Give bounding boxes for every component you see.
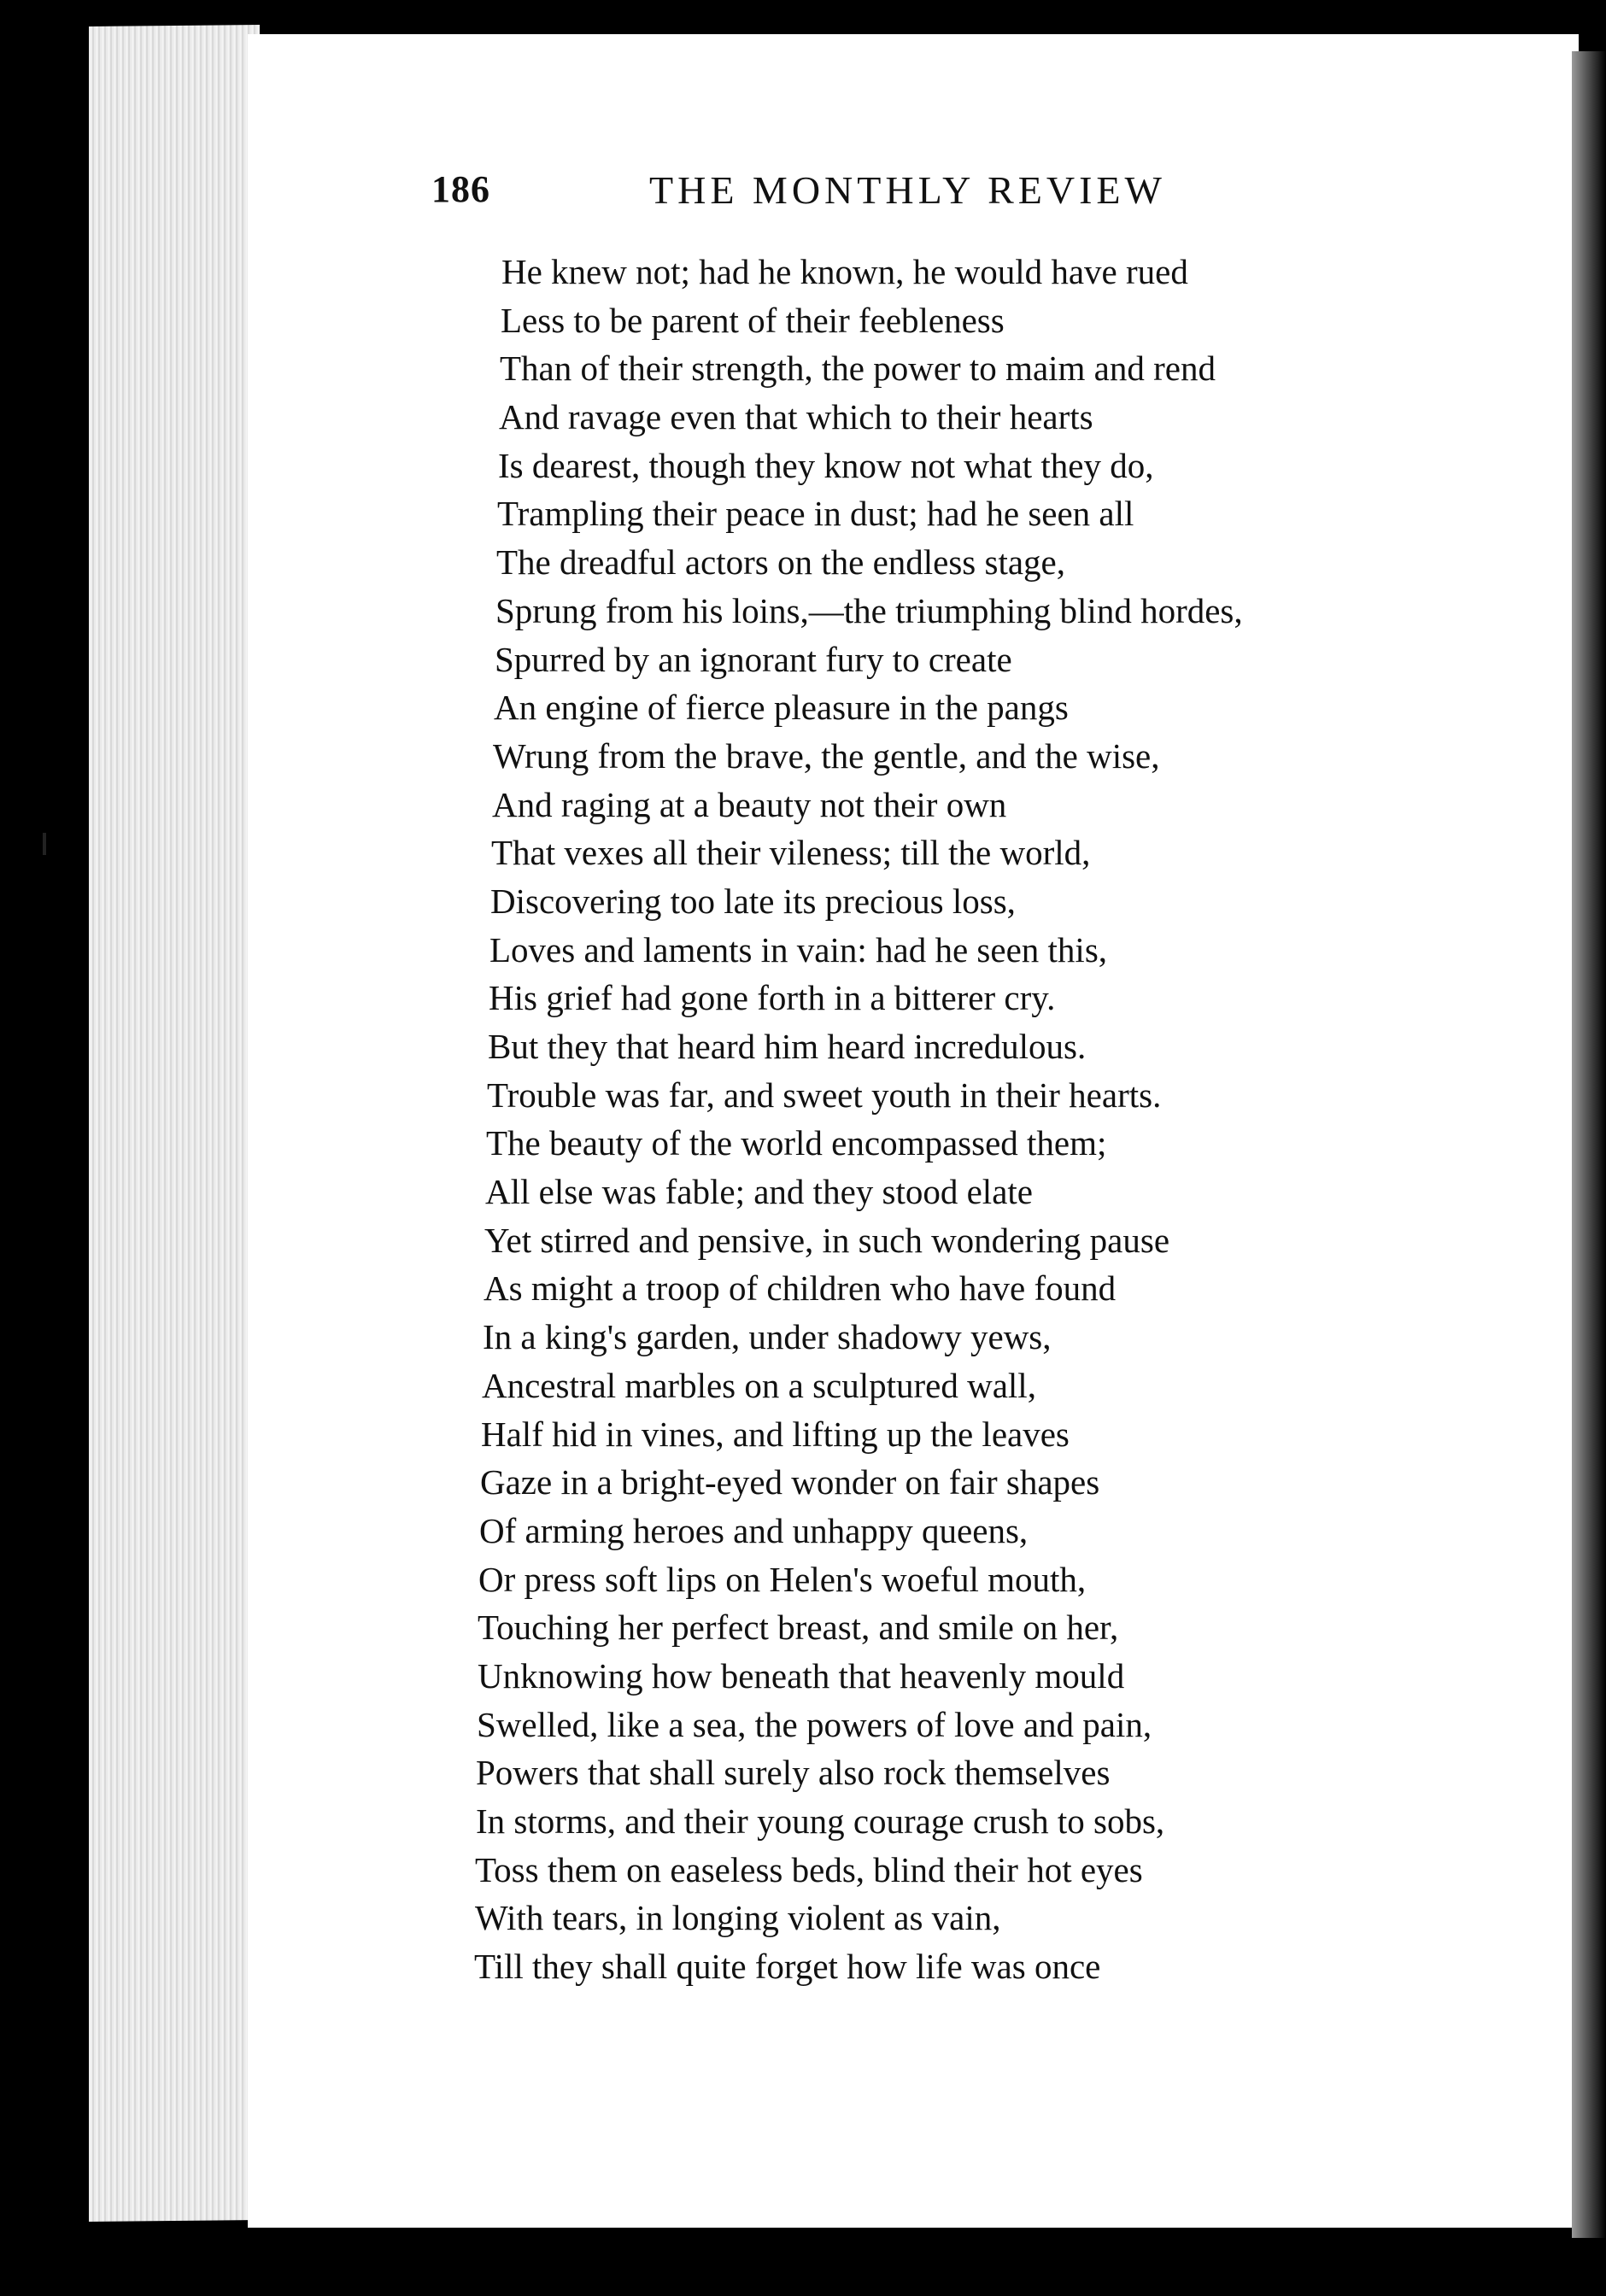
poem-line: And raging at a beauty not their own (492, 784, 1007, 824)
poem-line: Ancestral marbles on a sculptured wall, (482, 1365, 1036, 1405)
edge-mark (43, 833, 46, 855)
book-page-edges (89, 25, 260, 2222)
running-head: THE MONTHLY REVIEW (649, 168, 1166, 212)
poem-line: In storms, and their young courage crush to sobs, (476, 1801, 1165, 1841)
poem-line: Less to be parent of their feebleness (501, 300, 1005, 340)
page-number: 186 (431, 168, 490, 210)
poem-line: But they that heard him heard incredulous. (488, 1027, 1087, 1066)
poem-line: Spurred by an ignorant fury to create (495, 639, 1012, 679)
poem-line: That vexes all their vileness; till the world, (491, 833, 1091, 873)
poem-line: Trampling their peace in dust; had he seen all (497, 494, 1134, 534)
poem-line: Powers that shall surely also rock themselves (476, 1753, 1111, 1793)
poem-line: An engine of fierce pleasure in the pangs (494, 688, 1069, 728)
poem-line: As might a troop of children who have found (484, 1268, 1117, 1309)
poem-line: Than of their strength, the power to maim and rend (500, 348, 1216, 389)
poem-line: Trouble was far, and sweet youth in their hearts. (487, 1075, 1162, 1115)
gutter-shadow (1572, 51, 1606, 2238)
poem-text (474, 248, 1414, 1991)
page-header (431, 167, 1286, 227)
poem-line: All else was fable; and they stood elate (485, 1172, 1033, 1212)
poem-line: Touching her perfect breast, and smile on her, (478, 1608, 1119, 1648)
poem-line: Wrung from the brave, the gentle, and the wise, (493, 735, 1160, 776)
poem-line: Yet stirred and pensive, in such wondering pause (484, 1220, 1170, 1260)
poem-line: Loves and laments in vain: had he seen this, (489, 929, 1108, 969)
poem-line: Discovering too late its precious loss, (490, 881, 1016, 921)
poem-line: Of arming heroes and unhappy queens, (479, 1510, 1029, 1550)
poem-line: Swelled, like a sea, the powers of love and pain, (477, 1704, 1152, 1744)
poem-line: Gaze in a bright-eyed wonder on fair shapes (480, 1462, 1100, 1502)
poem-line: He knew not; had he known, he would have rued (501, 252, 1188, 291)
poem-line: Or press soft lips on Helen's woeful mouth, (478, 1559, 1087, 1599)
poem-line: In a king's garden, under shadowy yews, (483, 1317, 1052, 1357)
poem-line: The dreadful actors on the endless stage, (496, 542, 1066, 583)
poem-line: Sprung from his loins,—the triumphing blind hordes, (495, 590, 1243, 630)
poem-line: With tears, in longing violent as vain, (475, 1898, 1001, 1938)
poem-line: The beauty of the world encompassed them; (486, 1123, 1107, 1163)
poem-line: Toss them on easeless beds, blind their hot eyes (475, 1849, 1143, 1889)
poem-line: His grief had gone forth in a bitterer cry. (489, 978, 1056, 1018)
poem-line: Till they shall quite forget how life was once (474, 1947, 1101, 1987)
poem-line: Unknowing how beneath that heavenly mould (478, 1655, 1125, 1696)
poem-line: Is dearest, though they know not what they do, (498, 445, 1154, 485)
poem-line: And ravage even that which to their hearts (499, 397, 1093, 437)
poem-line: Half hid in vines, and lifting up the leaves (481, 1414, 1070, 1454)
